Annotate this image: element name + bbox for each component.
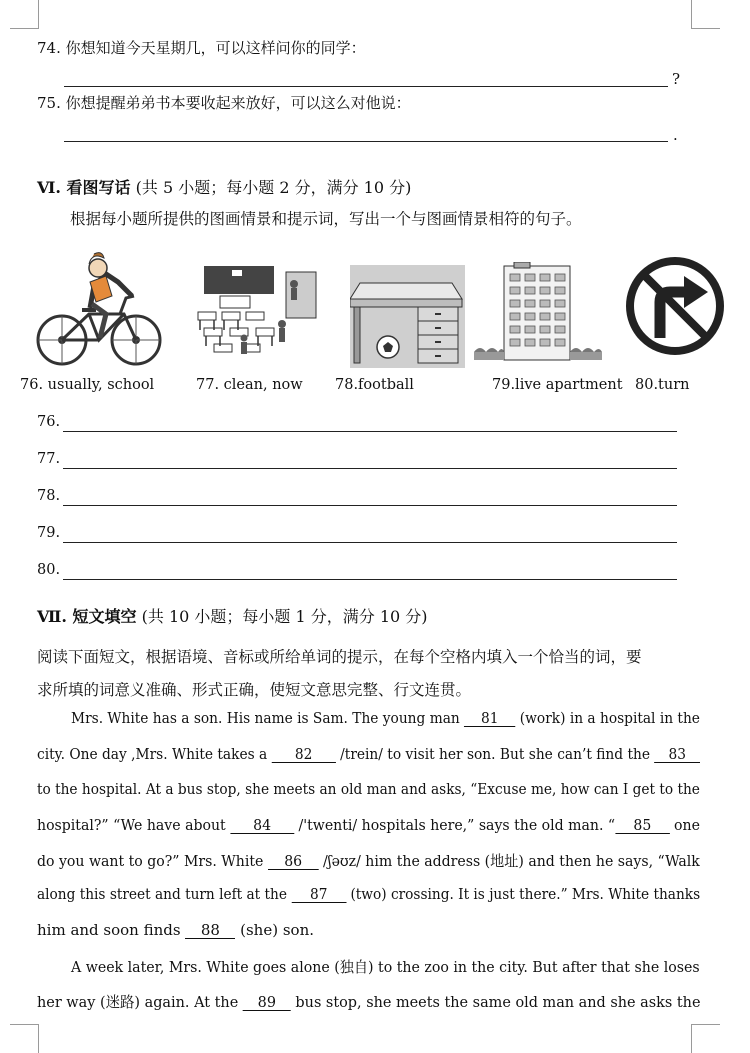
apartment-building-image	[474, 262, 602, 364]
passage-line-2: city. One day ,Mrs. White takes a 82 /trein/ to visit her son. But she can’t find the 83	[37, 745, 700, 763]
writing-line-80[interactable]	[37, 562, 677, 584]
line-number: 77.	[37, 451, 61, 467]
period-75: .	[673, 126, 678, 144]
crop-mark-top-right	[691, 0, 720, 29]
writing-line-78[interactable]	[37, 488, 677, 510]
caption-80: 80.turn	[635, 377, 690, 393]
section-6-title: Ⅵ. 看图写话	[37, 178, 131, 197]
passage-line-6: along this street and turn left at the 87 (two) crossing. It is just there.” Mrs. White thanks	[37, 885, 701, 903]
passage-line-9: her way (迷路) again. At the 89 bus stop, she meets the same old man and she asks the	[37, 993, 701, 1011]
desk-with-football-image	[350, 265, 465, 368]
section-7-heading	[37, 604, 428, 627]
passage-line-8: A week later, Mrs. White goes alone (独自) to the zoo in the city. But after that she loses	[71, 958, 700, 976]
blank-81[interactable]: 81	[464, 710, 515, 727]
question-75: 75. 你想提醒弟弟书本要收起来放好，可以这么对他说：	[37, 94, 411, 112]
crop-mark-top-left	[10, 0, 39, 29]
section-6-instruction: 根据每小题所提供的图画情景和提示词，写出一个与图画情景相符的句子。	[70, 210, 582, 228]
caption-79: 79.live apartment	[492, 377, 623, 393]
blank-86[interactable]: 86	[268, 853, 319, 870]
blank-89[interactable]: 89	[243, 994, 291, 1011]
line-number: 80.	[37, 562, 61, 578]
question-mark-74: ?	[672, 70, 681, 88]
blank-88[interactable]: 88	[185, 922, 235, 939]
question-74: 74. 你想知道今天星期几，可以这样问你的同学：	[37, 39, 366, 57]
writing-line-79[interactable]	[37, 525, 677, 547]
caption-78: 78.football	[335, 377, 414, 393]
crop-mark-bottom-left	[10, 1024, 39, 1053]
section-7-title: Ⅶ. 短文填空	[37, 607, 137, 626]
section-6-meta: (共 5 小题；每小题 2 分，满分 10 分)	[135, 178, 412, 197]
passage-line-7: him and soon finds 88 (she) son.	[37, 921, 314, 939]
writing-line-77[interactable]	[37, 451, 677, 473]
section-7-instruction-line-2: 求所填的词意义准确、形式正确，使短文意思完整、行文连贯。	[37, 681, 472, 699]
passage-line-3: to the hospital. At a bus stop, she meets an old man and asks, “Excuse me, how can I get to the	[37, 780, 700, 798]
blank-84[interactable]: 84	[230, 817, 294, 834]
blank-87[interactable]: 87	[291, 886, 346, 903]
no-right-turn-sign-icon	[618, 256, 732, 356]
line-number: 79.	[37, 525, 61, 541]
passage-line-1: Mrs. White has a son. His name is Sam. The young man 81 (work) in a hospital in the	[71, 709, 700, 727]
answer-line-74[interactable]	[64, 86, 668, 87]
blank-83[interactable]: 83	[654, 746, 700, 763]
line-number: 78.	[37, 488, 61, 504]
caption-76: 76. usually, school	[20, 377, 155, 393]
answer-line-75[interactable]	[64, 141, 668, 142]
section-7-meta: (共 10 小题；每小题 1 分，满分 10 分)	[141, 607, 428, 626]
passage-line-5: do you want to go?” Mrs. White 86 /ʃəʊz/ him the address (地址) and then he says, “Walk	[37, 852, 700, 870]
passage-line-4: hospital?” “We have about 84 /'twenti/ hospitals here,” says the old man. “ 85 one	[37, 816, 700, 834]
blank-85[interactable]: 85	[615, 817, 669, 834]
line-number: 76.	[37, 414, 61, 430]
girl-on-bicycle-image	[34, 252, 166, 370]
section-7-instruction-line-1: 阅读下面短文，根据语境、音标或所给单词的提示，在每个空格内填入一个恰当的词，要	[37, 648, 642, 666]
writing-line-76[interactable]	[37, 414, 677, 436]
section-6-heading	[37, 175, 411, 198]
caption-77: 77. clean, now	[196, 377, 303, 393]
classroom-cleaning-image	[194, 264, 320, 362]
blank-82[interactable]: 82	[272, 746, 336, 763]
crop-mark-bottom-right	[691, 1024, 720, 1053]
